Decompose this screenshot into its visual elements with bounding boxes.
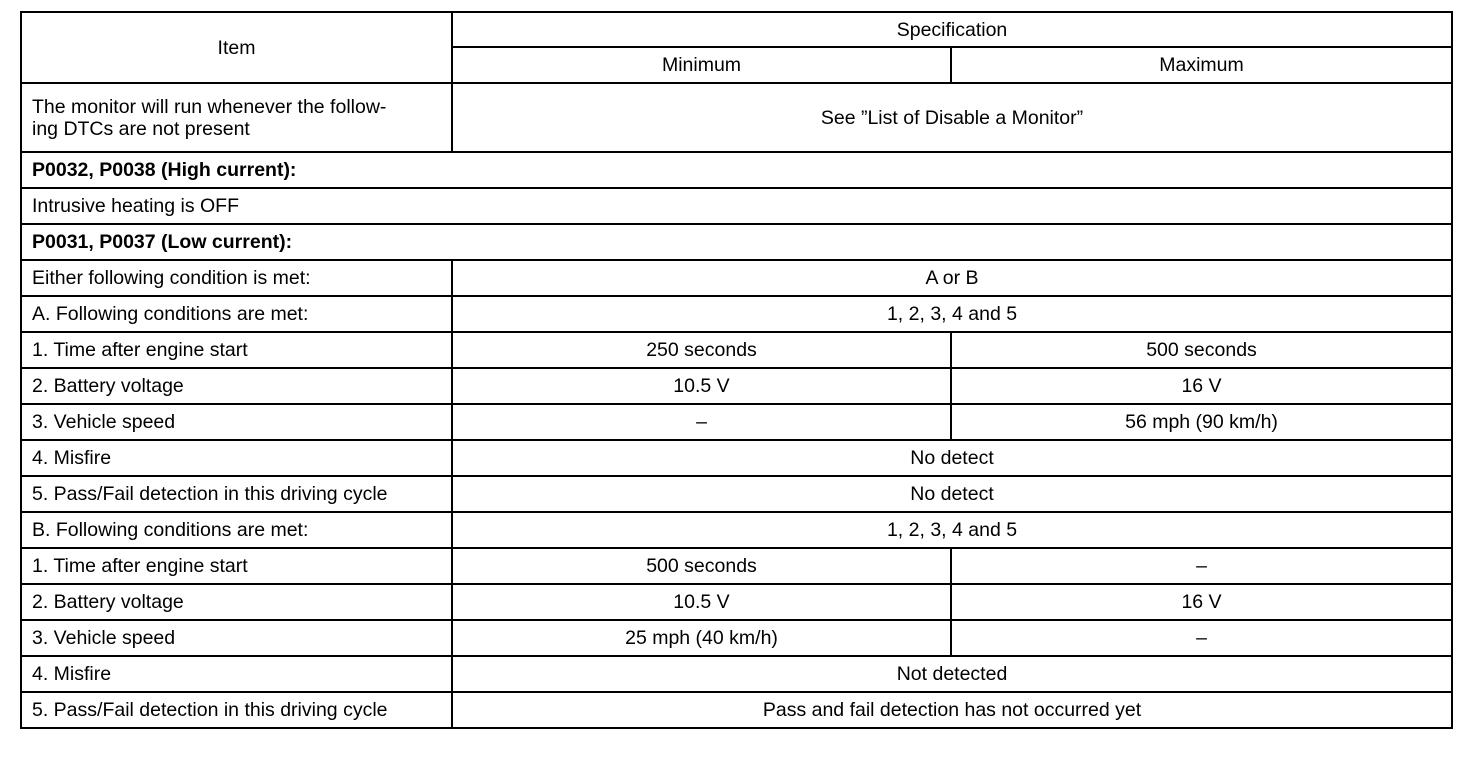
spec-cell: No detect [452, 440, 1452, 476]
item-cell: 1. Time after engine start [21, 548, 452, 584]
table-row [21, 224, 1452, 260]
table-row [21, 620, 1452, 656]
min-cell: 500 seconds [452, 548, 951, 584]
section-header-cell: P0031, P0037 (Low current): [21, 224, 1452, 260]
table-row [21, 368, 1452, 404]
table-row [21, 260, 1452, 296]
item-cell: 3. Vehicle speed [21, 620, 452, 656]
item-cell: 3. Vehicle speed [21, 404, 452, 440]
table-row [21, 296, 1452, 332]
item-cell: A. Following conditions are met: [21, 296, 452, 332]
section-header-cell: P0032, P0038 (High current): [21, 152, 1452, 188]
table-row [21, 404, 1452, 440]
header-minimum: Minimum [452, 47, 951, 83]
table-row [21, 152, 1452, 188]
item-cell: The monitor will run whenever the follow- ing DTCs are not present [21, 83, 452, 152]
table-row [21, 83, 1452, 152]
table-row [21, 512, 1452, 548]
table-row [21, 548, 1452, 584]
item-cell: 5. Pass/Fail detection in this driving cycle [21, 692, 452, 728]
spec-cell: Pass and fail detection has not occurred yet [452, 692, 1452, 728]
header-item: Item [21, 12, 452, 83]
table-row [21, 332, 1452, 368]
full-width-cell: Intrusive heating is OFF [21, 188, 1452, 224]
table-row [21, 440, 1452, 476]
table-row [21, 656, 1452, 692]
item-cell: Either following condition is met: [21, 260, 452, 296]
table-row [21, 692, 1452, 728]
header-specification: Specification [452, 12, 1452, 47]
spec-cell: 1, 2, 3, 4 and 5 [452, 296, 1452, 332]
spec-cell: A or B [452, 260, 1452, 296]
min-cell: 25 mph (40 km/h) [452, 620, 951, 656]
item-cell: 5. Pass/Fail detection in this driving cycle [21, 476, 452, 512]
min-cell: 250 seconds [452, 332, 951, 368]
item-cell: 4. Misfire [21, 656, 452, 692]
item-cell: 4. Misfire [21, 440, 452, 476]
item-cell: B. Following conditions are met: [21, 512, 452, 548]
item-cell: 1. Time after engine start [21, 332, 452, 368]
spec-cell: See ”List of Disable a Monitor” [452, 83, 1452, 152]
max-cell: 16 V [951, 368, 1452, 404]
header-row-1 [21, 12, 1452, 47]
max-cell: – [951, 620, 1452, 656]
min-cell: – [452, 404, 951, 440]
max-cell: 56 mph (90 km/h) [951, 404, 1452, 440]
max-cell: 500 seconds [951, 332, 1452, 368]
spec-cell: 1, 2, 3, 4 and 5 [452, 512, 1452, 548]
spec-table-body [21, 12, 1452, 728]
item-cell: 2. Battery voltage [21, 584, 452, 620]
table-row [21, 476, 1452, 512]
header-maximum: Maximum [951, 47, 1452, 83]
table-row [21, 188, 1452, 224]
min-cell: 10.5 V [452, 584, 951, 620]
spec-cell: Not detected [452, 656, 1452, 692]
min-cell: 10.5 V [452, 368, 951, 404]
max-cell: 16 V [951, 584, 1452, 620]
spec-cell: No detect [452, 476, 1452, 512]
table-row [21, 584, 1452, 620]
spec-table [20, 11, 1453, 729]
item-cell: 2. Battery voltage [21, 368, 452, 404]
max-cell: – [951, 548, 1452, 584]
